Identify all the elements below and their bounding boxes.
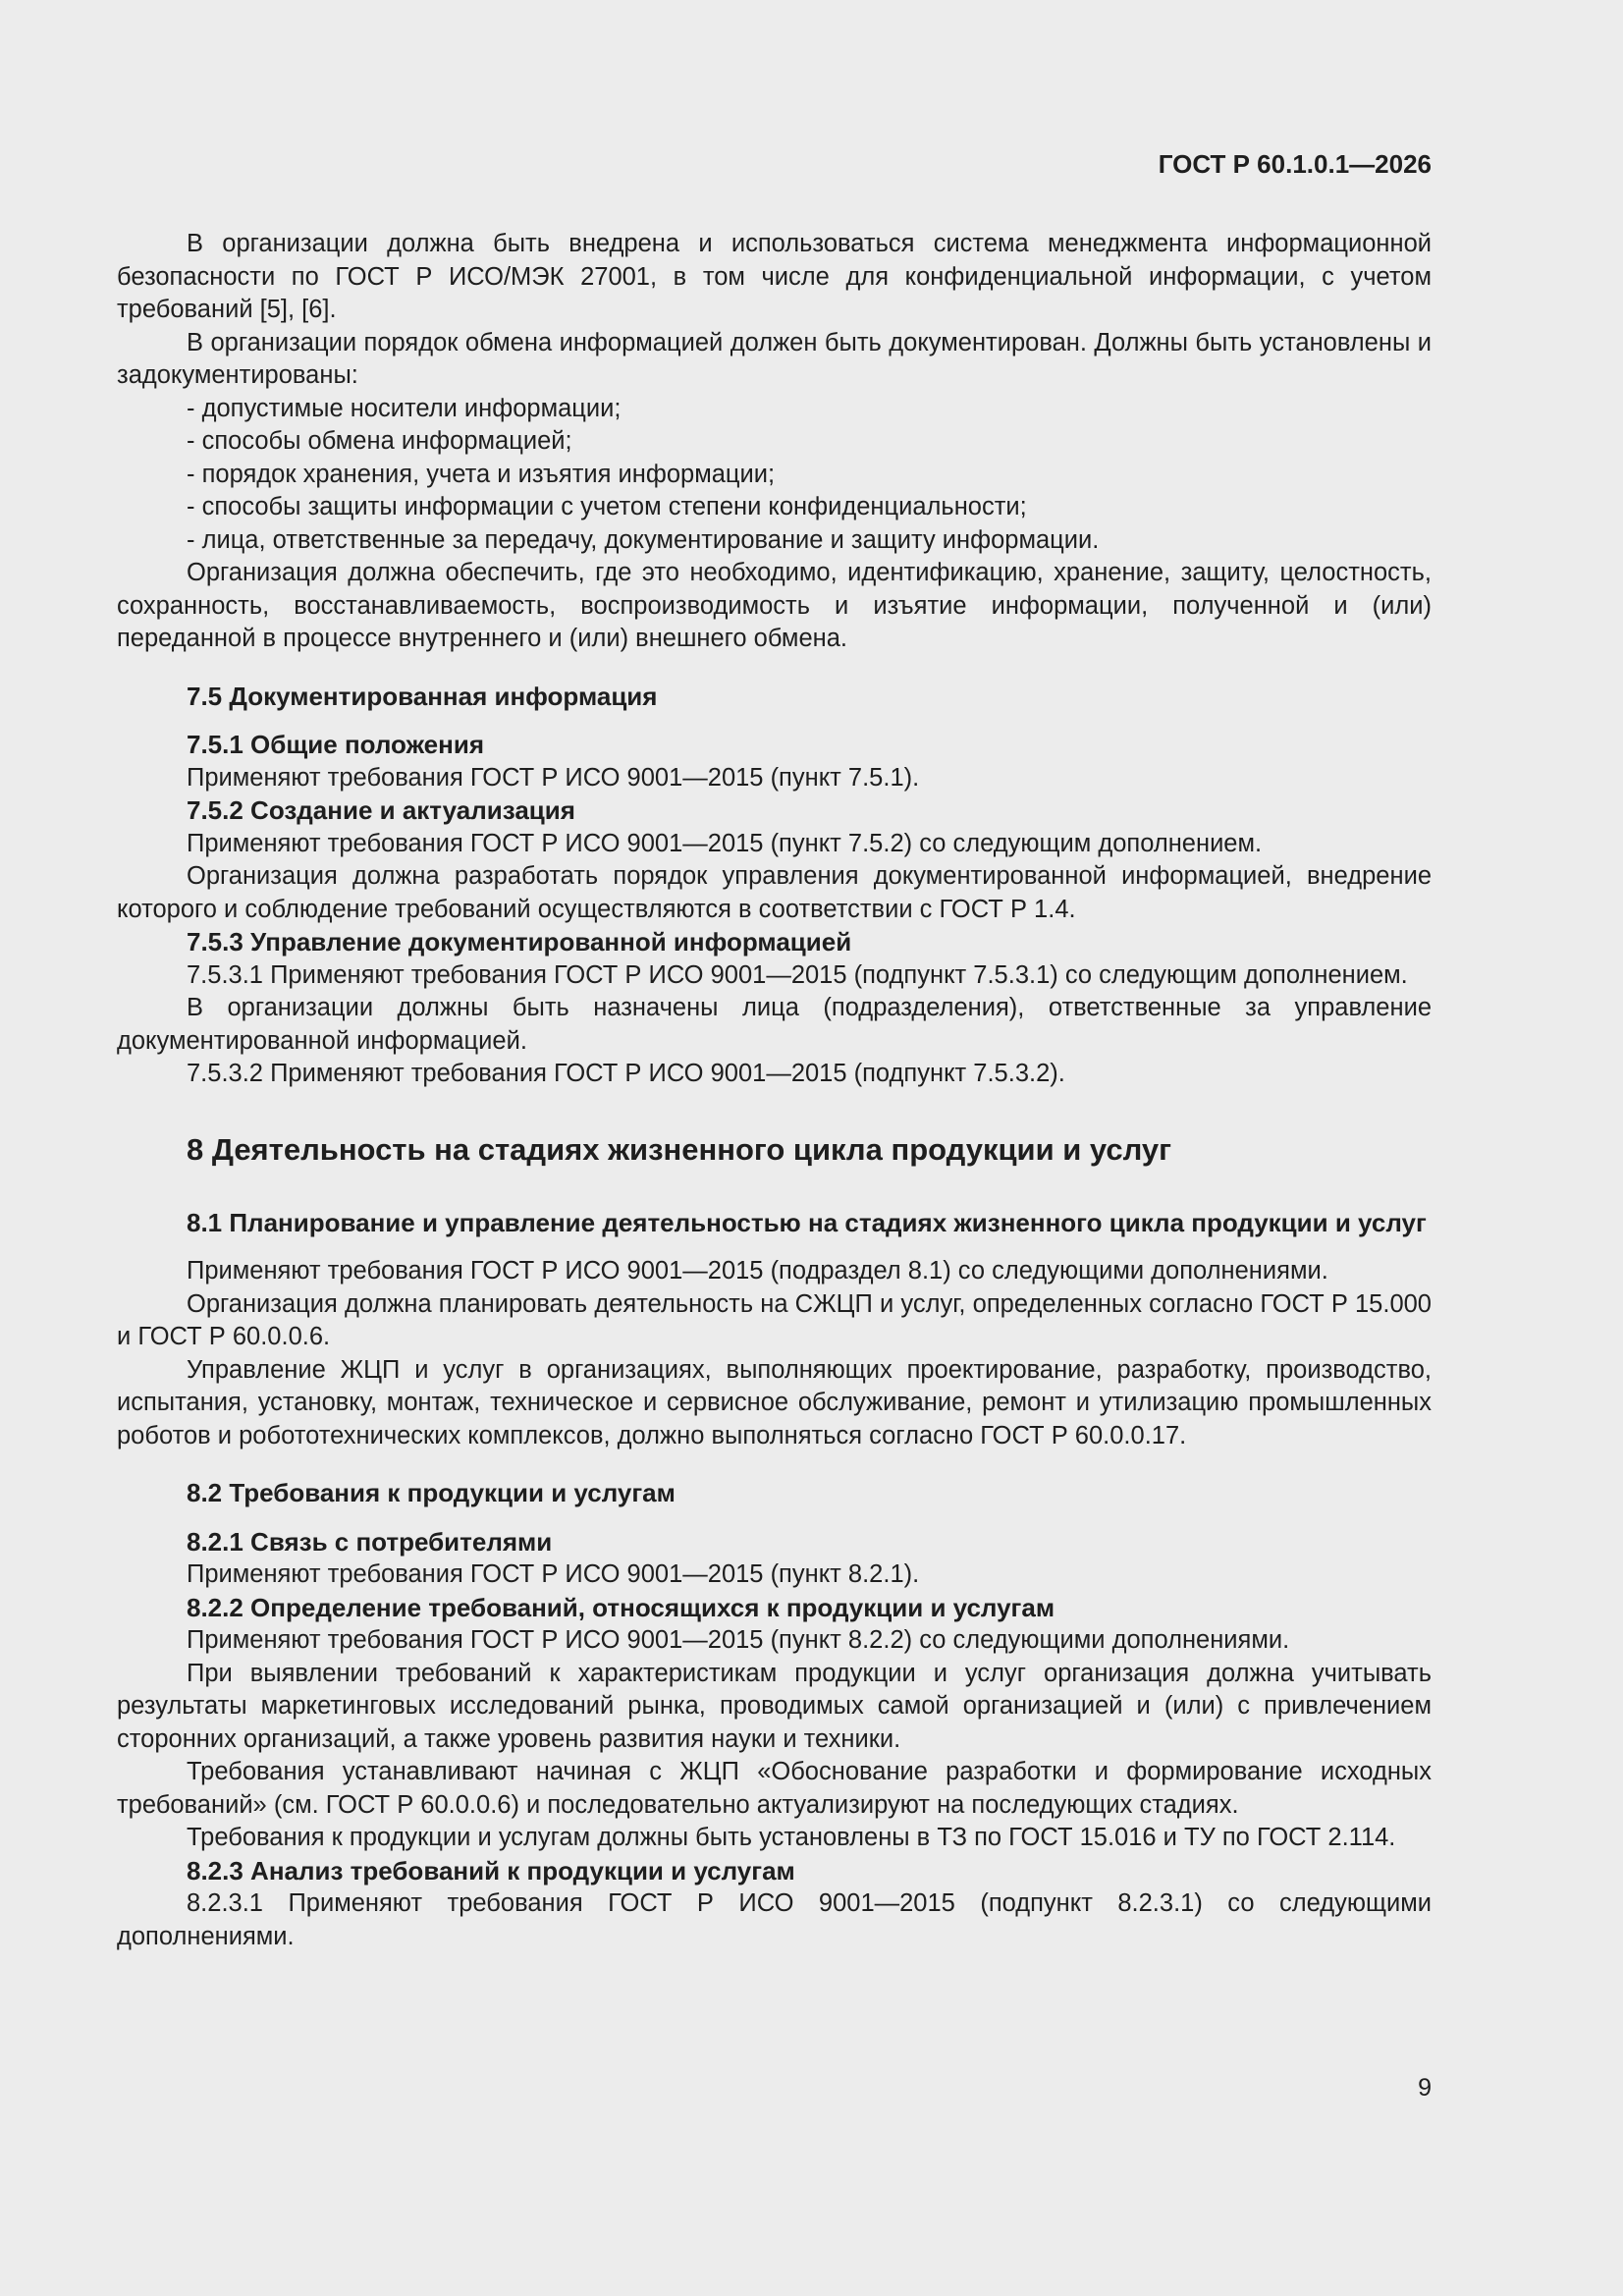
subsection-heading-7-5-3: 7.5.3 Управление документированной информацией [187,927,852,957]
paragraph: Применяют требования ГОСТ Р ИСО 9001—2015 (подраздел 8.1) со следующими дополнениями. [187,1257,1328,1285]
paragraph: При выявлении требований к характеристикам продукции и услуг организация должна учитывать результаты маркетинговых исследований рынка, проводимых самой организацией и (или) с привлечением сторонних организаций, а также уровень развития науки и техники. [117,1659,1432,1753]
list-item: - допустимые носители информации; [187,394,622,422]
subsection-heading-7-5-2: 7.5.2 Создание и актуализация [187,795,575,825]
paragraph: Организация должна обеспечить, где это необходимо, идентификацию, хранение, защиту, целостность, сохранность, восстанавливаемость, воспроизводимость и изъятие информации, полученной и (или) переданной в процессе внутреннего и (или) внешнего обмена. [117,559,1432,652]
paragraph: Требования устанавливают начиная с ЖЦП «Обоснование разработки и формирование исходных требований» (см. ГОСТ Р 60.0.0.6) и последовательно актуализируют на последующих стадиях. [117,1758,1432,1819]
list-item: - лица, ответственные за передачу, документирование и защиту информации. [187,525,1100,554]
list-item: - порядок хранения, учета и изъятия информации; [187,460,776,488]
paragraph: Управление ЖЦП и услуг в организациях, выполняющих проектирование, разработку, производство, испытания, установку, монтаж, техническое и сервисное обслуживание, ремонт и утилизацию промышленных роботов и робототехнических комплексов, должно выполняться согласно ГОСТ Р 60.0.0.17. [117,1355,1432,1449]
paragraph: Применяют требования ГОСТ Р ИСО 9001—2015 (пункт 8.2.2) со следующими дополнениями. [187,1626,1290,1654]
paragraph: В организации должны быть назначены лица (подразделения), ответственные за управление документированной информацией. [117,994,1432,1055]
paragraph: 7.5.3.2 Применяют требования ГОСТ Р ИСО 9001—2015 (подпункт 7.5.3.2). [187,1060,1065,1087]
paragraph: Применяют требования ГОСТ Р ИСО 9001—2015 (пункт 7.5.2) со следующим дополнением. [187,829,1263,857]
section-heading-8-1: 8.1 Планирование и управление деятельностью на стадиях жизненного цикла продукции и услуг [187,1207,1427,1237]
paragraph: Применяют требования ГОСТ Р ИСО 9001—2015 (пункт 7.5.1). [187,763,920,792]
paragraph: 8.2.3.1 Применяют требования ГОСТ Р ИСО 9001—2015 (подпункт 8.2.3.1) со следующими дополнениями. [117,1889,1432,1950]
subsection-heading-7-5-1: 7.5.1 Общие положения [187,730,484,759]
page-number: 9 [1418,2074,1432,2102]
subsection-heading-8-2-3: 8.2.3 Анализ требований к продукции и услугам [187,1855,795,1886]
document-header: ГОСТ Р 60.1.0.1—2026 [1158,149,1432,179]
list-item: - способы защиты информации с учетом степени конфиденциальности; [187,493,1027,520]
section-heading-7-5: 7.5 Документированная информация [187,681,658,711]
subsection-heading-8-2-2: 8.2.2 Определение требований, относящихся к продукции и услугам [187,1592,1055,1622]
paragraph: В организации должна быть внедрена и использоваться система менеджмента информационной безопасности по ГОСТ Р ИСО/МЭК 27001, в том числе для конфиденциальной информации, с учетом требований [5], [6]. [117,230,1432,323]
subsection-heading-8-2-1: 8.2.1 Связь с потребителями [187,1526,553,1557]
paragraph: Требования к продукции и услугам должны быть установлены в ТЗ по ГОСТ 15.016 и ТУ по ГОСТ 2.114. [187,1824,1396,1851]
paragraph: Организация должна разработать порядок управления документированной информацией, внедрение которого и соблюдение требований осуществляются в соответствии с ГОСТ Р 1.4. [117,862,1432,923]
paragraph: В организации порядок обмена информацией должен быть документирован. Должны быть установлены и задокументированы: [117,328,1432,389]
section-heading-8-2: 8.2 Требования к продукции и услугам [187,1478,676,1507]
chapter-heading-8: 8 Деятельность на стадиях жизненного цикла продукции и услуг [187,1131,1172,1167]
paragraph: 7.5.3.1 Применяют требования ГОСТ Р ИСО 9001—2015 (подпункт 7.5.3.1) со следующим дополнением. [187,960,1408,989]
paragraph: Организация должна планировать деятельность на СЖЦП и услуг, определенных согласно ГОСТ Р 15.000 и ГОСТ Р 60.0.0.6. [117,1289,1432,1350]
paragraph: Применяют требования ГОСТ Р ИСО 9001—2015 (пункт 8.2.1). [187,1560,920,1588]
list-item: - способы обмена информацией; [187,427,572,455]
